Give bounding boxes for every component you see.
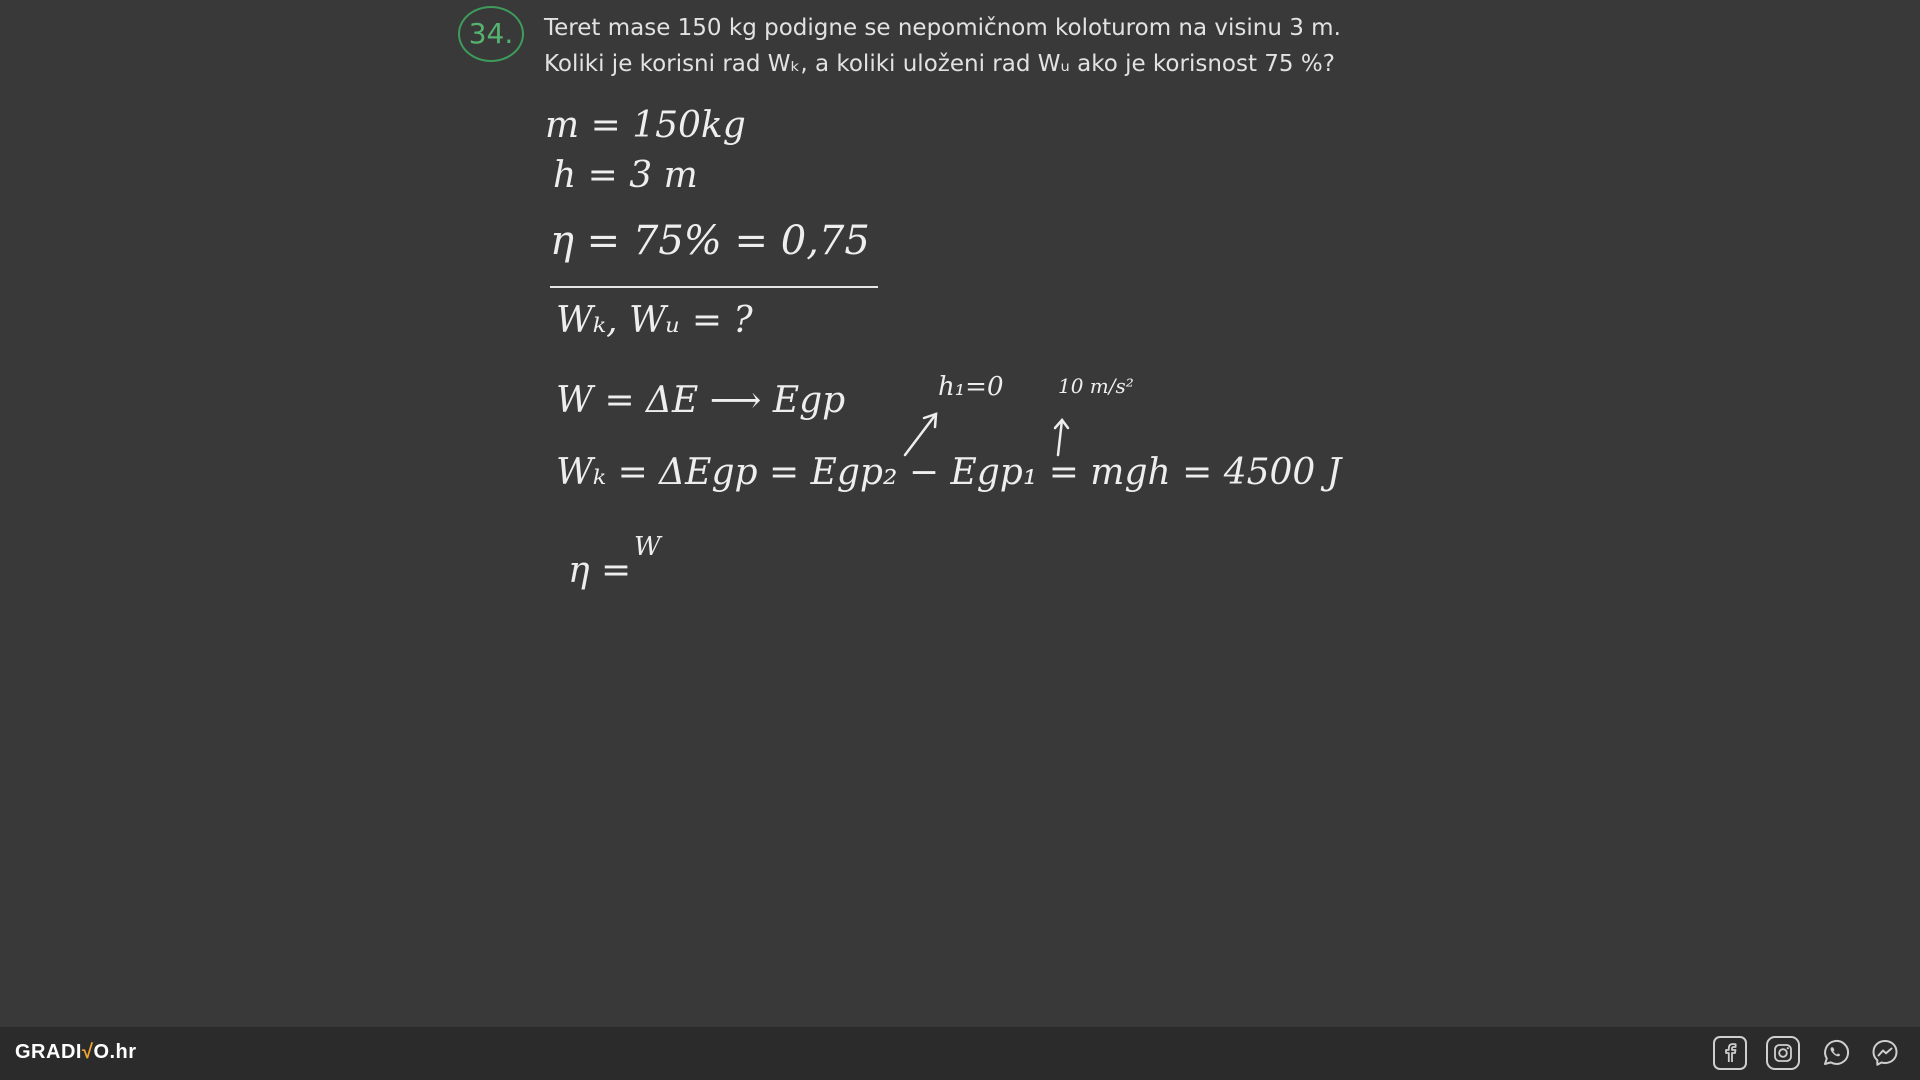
- given-mass: m = 150kg: [545, 105, 746, 146]
- logo-text-right: O.hr: [93, 1041, 137, 1063]
- problem-statement: [544, 10, 1341, 82]
- logo-accent: √: [81, 1041, 94, 1063]
- given-divider-line: [550, 286, 878, 288]
- arrow-to-g-head: [1055, 420, 1068, 428]
- work-energy-relation: W = ΔE ⟶ Egp: [556, 380, 846, 421]
- facebook-button[interactable]: [1713, 1036, 1747, 1070]
- problem-line-2: Koliki je korisni rad Wₖ, a koliki uloženi rad Wᵤ ako je korisnost 75 %?: [544, 51, 1335, 77]
- messenger-button[interactable]: [1868, 1036, 1902, 1070]
- instagram-icon: [1772, 1042, 1794, 1064]
- arrow-to-h1: [905, 414, 936, 455]
- arrow-to-g: [1058, 420, 1062, 455]
- whatsapp-button[interactable]: [1818, 1036, 1852, 1070]
- whatsapp-icon: [1819, 1037, 1851, 1069]
- footer-bar: [0, 1027, 1920, 1080]
- gradivo-logo[interactable]: [15, 1041, 137, 1064]
- given-height: h = 3 m: [553, 155, 698, 196]
- given-efficiency: η = 75% = 0,75: [550, 218, 870, 264]
- problem-number-badge: 34.: [458, 6, 524, 62]
- arrow-to-h1-head: [924, 414, 936, 427]
- logo-text-left: GRADI: [15, 1041, 82, 1063]
- problem-line-1: Teret mase 150 kg podigne se nepomičnom koloturom na visinu 3 m.: [544, 15, 1341, 41]
- useful-work-equation: Wₖ = ΔEgp = Egp₂ − Egp₁ = mgh = 4500 J: [556, 452, 1342, 493]
- messenger-icon: [1869, 1037, 1901, 1069]
- instagram-button[interactable]: [1766, 1036, 1800, 1070]
- efficiency-numerator: W: [634, 532, 661, 562]
- h1-note: h₁=0: [938, 372, 1004, 402]
- g-note: 10 m/s²: [1058, 374, 1134, 398]
- facebook-icon: [1719, 1042, 1741, 1064]
- unknowns: Wₖ, Wᵤ = ?: [556, 300, 753, 341]
- efficiency-formula: η =: [568, 550, 632, 591]
